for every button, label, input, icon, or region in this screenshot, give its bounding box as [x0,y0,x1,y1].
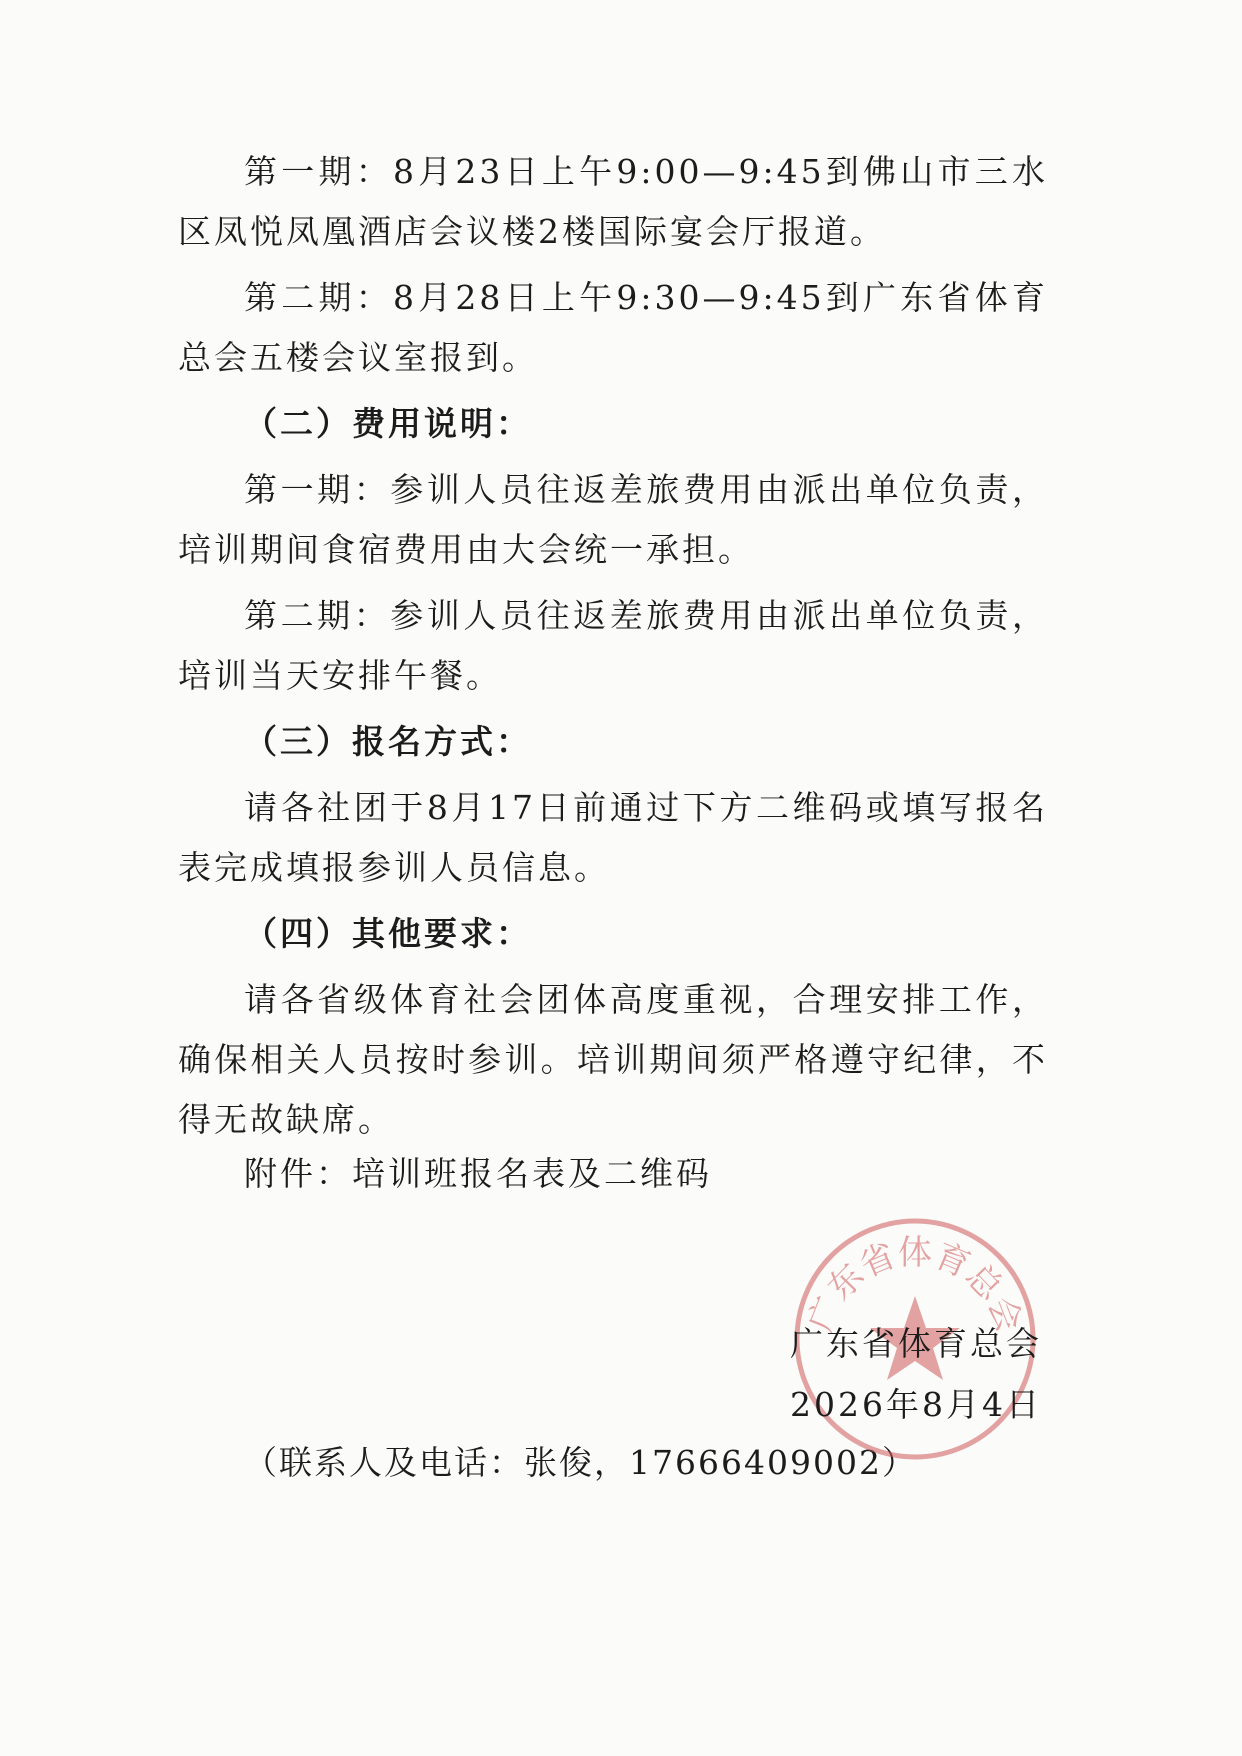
seal-lettering: 广东省体育总会 [800,1233,1030,1338]
registration-phase1: 第一期：8月23日上午9:00—9:45到佛山市三水区凤悦凤凰酒店会议楼2楼国际宴会厅报道。 [178,152,1048,251]
fees-phase2: 第二期：参训人员往返差旅费用由派出单位负责，培训当天安排午餐。 [178,596,1048,695]
attachment-line: 附件：培训班报名表及二维码 [244,1154,712,1193]
fees-heading: （二）费用说明： [244,404,532,443]
registration-phase2: 第二期：8月28日上午9:30—9:45到广东省体育总会五楼会议室报到。 [178,278,1048,377]
signature-date: 2026年8月4日 [790,1385,1042,1424]
contact-info: （联系人及电话：张俊，17666409002） [244,1443,917,1482]
fees-phase1: 第一期：参训人员往返差旅费用由派出单位负责，培训期间食宿费用由大会统一承担。 [178,470,1048,569]
signup-text: 请各社团于8月17日前通过下方二维码或填写报名表完成填报参训人员信息。 [178,788,1048,887]
document-body [178,142,1048,1156]
signup-heading: （三）报名方式： [244,722,532,761]
other-text: 请各省级体育社会团体高度重视，合理安排工作，确保相关人员按时参训。培训期间须严格遵守纪律，不得无故缺席。 [178,980,1048,1139]
signature-org: 广东省体育总会 [790,1324,1042,1363]
other-heading: （四）其他要求： [244,914,532,953]
